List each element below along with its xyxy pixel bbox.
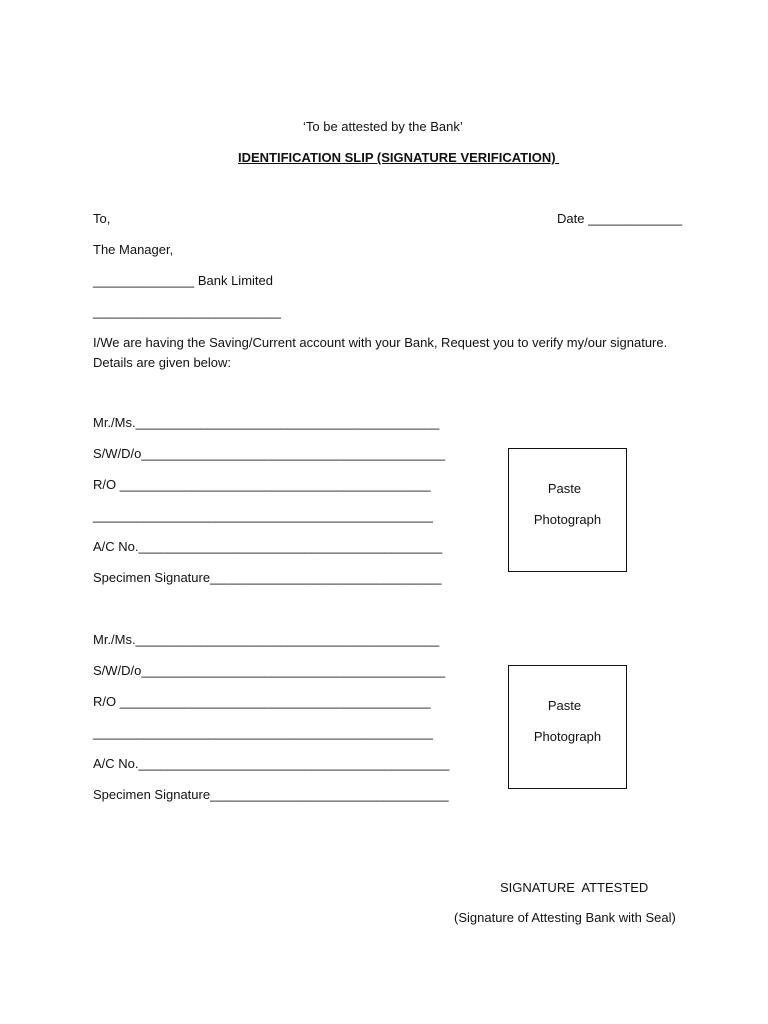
date-field: Date _____________ bbox=[557, 211, 683, 226]
applicant-1-specimen-signature: Specimen Signature________________________________ bbox=[93, 570, 442, 585]
photo-paste-label: Paste bbox=[547, 481, 582, 496]
applicant-1-relation-field: S/W/D/o__________________________________________ bbox=[93, 446, 446, 461]
addressee-to: To, bbox=[93, 211, 111, 226]
applicant-1-residence-line-2: _______________________________________________ bbox=[93, 508, 433, 523]
applicant-2-residence-field: R/O ___________________________________________ bbox=[93, 694, 431, 709]
photo-paste-label: Paste bbox=[547, 698, 582, 713]
request-paragraph: I/We are having the Saving/Current account with your Bank, Request you to verify my/our signature. Details are given below: bbox=[93, 335, 668, 370]
applicant-2-specimen-signature: Specimen Signature_________________________________ bbox=[93, 787, 449, 802]
applicant-1-photo-box bbox=[508, 448, 627, 572]
signature-attested-label: SIGNATURE ATTESTED bbox=[500, 880, 649, 895]
applicant-2-residence-line-2: _______________________________________________ bbox=[93, 725, 433, 740]
applicant-2-photo-box bbox=[508, 665, 627, 789]
applicant-1-residence-field: R/O ___________________________________________ bbox=[93, 477, 431, 492]
bank-name-field: ______________ Bank Limited bbox=[93, 273, 273, 288]
document-title: IDENTIFICATION SLIP (SIGNATURE VERIFICATION) bbox=[238, 150, 560, 165]
applicant-1-name-field: Mr./Ms.__________________________________________ bbox=[93, 415, 440, 430]
applicant-2-name-field: Mr./Ms.__________________________________________ bbox=[93, 632, 440, 647]
attesting-bank-note: (Signature of Attesting Bank with Seal) bbox=[454, 910, 676, 925]
photo-photograph-label: Photograph bbox=[533, 729, 602, 744]
photo-photograph-label: Photograph bbox=[533, 512, 602, 527]
applicant-1-account-field: A/C No.__________________________________________ bbox=[93, 539, 443, 554]
applicant-2-account-field: A/C No.___________________________________________ bbox=[93, 756, 450, 771]
applicant-2-relation-field: S/W/D/o__________________________________________ bbox=[93, 663, 446, 678]
attest-note: ‘To be attested by the Bank’ bbox=[303, 119, 463, 134]
address-blank-line: __________________________ bbox=[93, 304, 281, 319]
addressee-manager: The Manager, bbox=[93, 242, 174, 257]
